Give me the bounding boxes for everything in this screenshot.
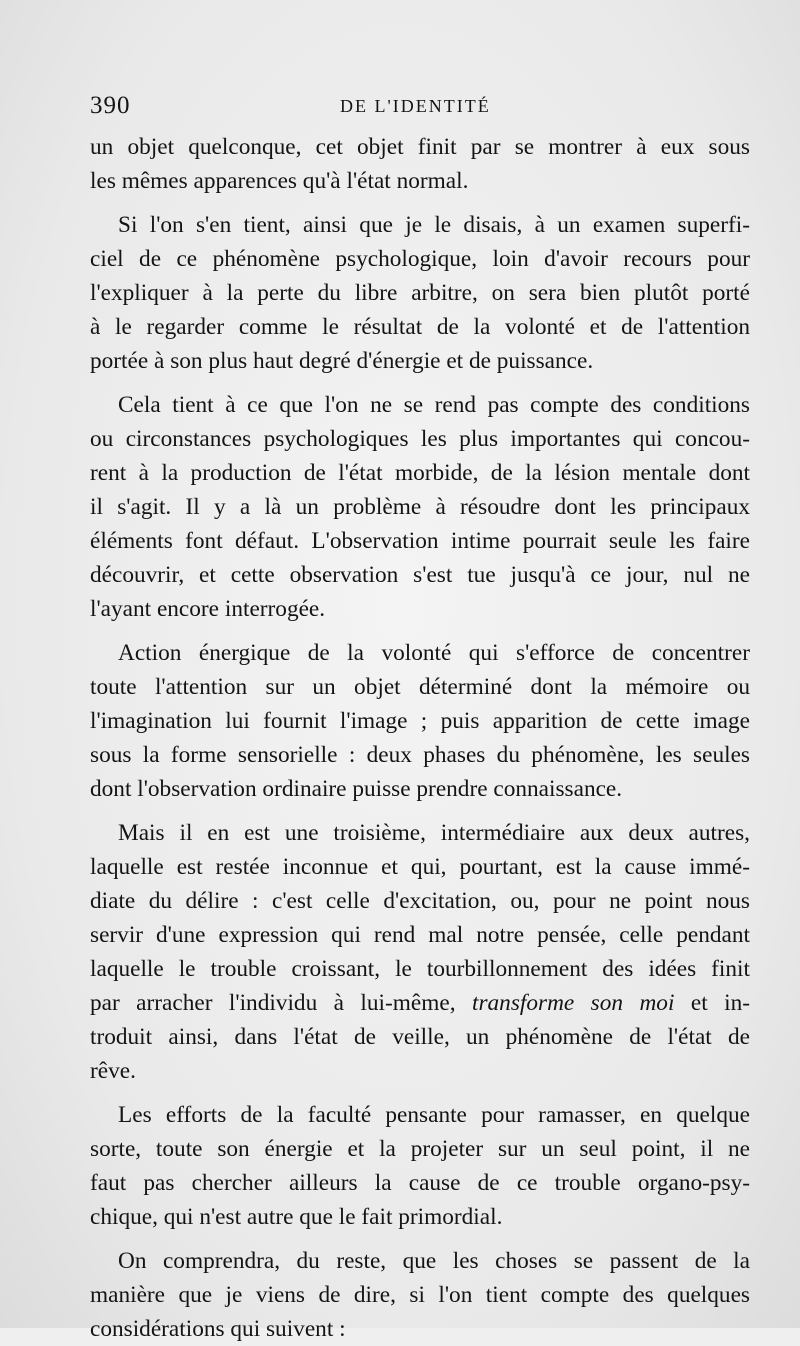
text-line-mixed bbox=[90, 986, 750, 1020]
text-line: sous la forme sensorielle : deux phases du phénomène, les seules bbox=[90, 742, 750, 768]
page-header bbox=[90, 92, 750, 122]
page-number: 390 bbox=[90, 92, 131, 119]
text-line: dont l'observation ordinaire puisse prendre connaissance. bbox=[90, 776, 623, 802]
text-line: faut pas chercher ailleurs la cause de ce trouble organo-psy- bbox=[90, 1170, 750, 1196]
text-segment: par arracher l'individu à lui-même, bbox=[90, 990, 456, 1016]
text-line: Si l'on s'en tient, ainsi que je le disais, à un examen superfi- bbox=[118, 212, 750, 238]
body-text bbox=[90, 130, 750, 1346]
text-segment: et in- bbox=[690, 990, 750, 1016]
text-line: rêve. bbox=[90, 1058, 136, 1084]
text-line: à le regarder comme le résultat de la volonté et de l'attention bbox=[90, 314, 750, 340]
text-line: éléments font défaut. L'observation intime pourrait seule les faire bbox=[90, 528, 750, 554]
text-line: Cela tient à ce que l'on ne se rend pas compte des conditions bbox=[118, 392, 750, 418]
text-line: servir d'une expression qui rend mal notre pensée, celle pendant bbox=[90, 922, 750, 948]
text-line: Action énergique de la volonté qui s'efforce de concentrer bbox=[118, 640, 750, 666]
text-line: l'imagination lui fournit l'image ; puis apparition de cette image bbox=[90, 708, 750, 734]
text-line: toute l'attention sur un objet déterminé dont la mémoire ou bbox=[90, 674, 750, 700]
text-line: sorte, toute son énergie et la projeter sur un seul point, il ne bbox=[90, 1136, 750, 1162]
paragraph bbox=[90, 208, 750, 378]
text-line: Mais il en est une troisième, intermédiaire aux deux autres, bbox=[118, 820, 750, 846]
text-line: chique, qui n'est autre que le fait primordial. bbox=[90, 1204, 503, 1230]
text-line: l'ayant encore interrogée. bbox=[90, 596, 326, 622]
text-line: découvrir, et cette observation s'est tue jusqu'à ce jour, nul ne bbox=[90, 562, 750, 588]
text-line: ou circonstances psychologiques les plus importantes qui concou- bbox=[90, 426, 750, 452]
text-line: portée à son plus haut degré d'énergie et de puissance. bbox=[90, 348, 594, 374]
text-line: ciel de ce phénomène psychologique, loin d'avoir recours pour bbox=[90, 246, 750, 272]
text-line: les mêmes apparences qu'à l'état normal. bbox=[90, 168, 469, 194]
text-line: il s'agit. Il y a là un problème à résoudre dont les principaux bbox=[90, 494, 750, 520]
paragraph bbox=[90, 1098, 750, 1234]
text-line: rent à la production de l'état morbide, de la lésion mentale dont bbox=[90, 460, 750, 486]
text-line: un objet quelconque, cet objet finit par se montrer à eux sous bbox=[90, 134, 750, 160]
paragraph bbox=[90, 1244, 750, 1346]
text-line: On comprendra, du reste, que les choses se passent de la bbox=[118, 1248, 750, 1274]
running-title: DE L'IDENTITÉ bbox=[340, 96, 491, 116]
text-line: diate du délire : c'est celle d'excitation, ou, pour ne point nous bbox=[90, 888, 750, 914]
text-line: Les efforts de la faculté pensante pour ramasser, en quelque bbox=[118, 1102, 750, 1128]
text-line: troduit ainsi, dans l'état de veille, un phénomène de l'état de bbox=[90, 1024, 750, 1050]
paragraph bbox=[90, 816, 750, 1088]
paragraph bbox=[90, 388, 750, 626]
italic-phrase: transforme son moi bbox=[471, 990, 675, 1016]
paragraph bbox=[90, 130, 750, 198]
text-line: considérations qui suivent : bbox=[90, 1316, 346, 1342]
text-line: laquelle le trouble croissant, le tourbillonnement des idées finit bbox=[90, 956, 750, 982]
text-line: laquelle est restée inconnue et qui, pourtant, est la cause immé- bbox=[90, 854, 750, 880]
text-line: manière que je viens de dire, si l'on tient compte des quelques bbox=[90, 1282, 750, 1308]
paragraph bbox=[90, 636, 750, 806]
text-line: l'expliquer à la perte du libre arbitre, on sera bien plutôt porté bbox=[90, 280, 750, 306]
